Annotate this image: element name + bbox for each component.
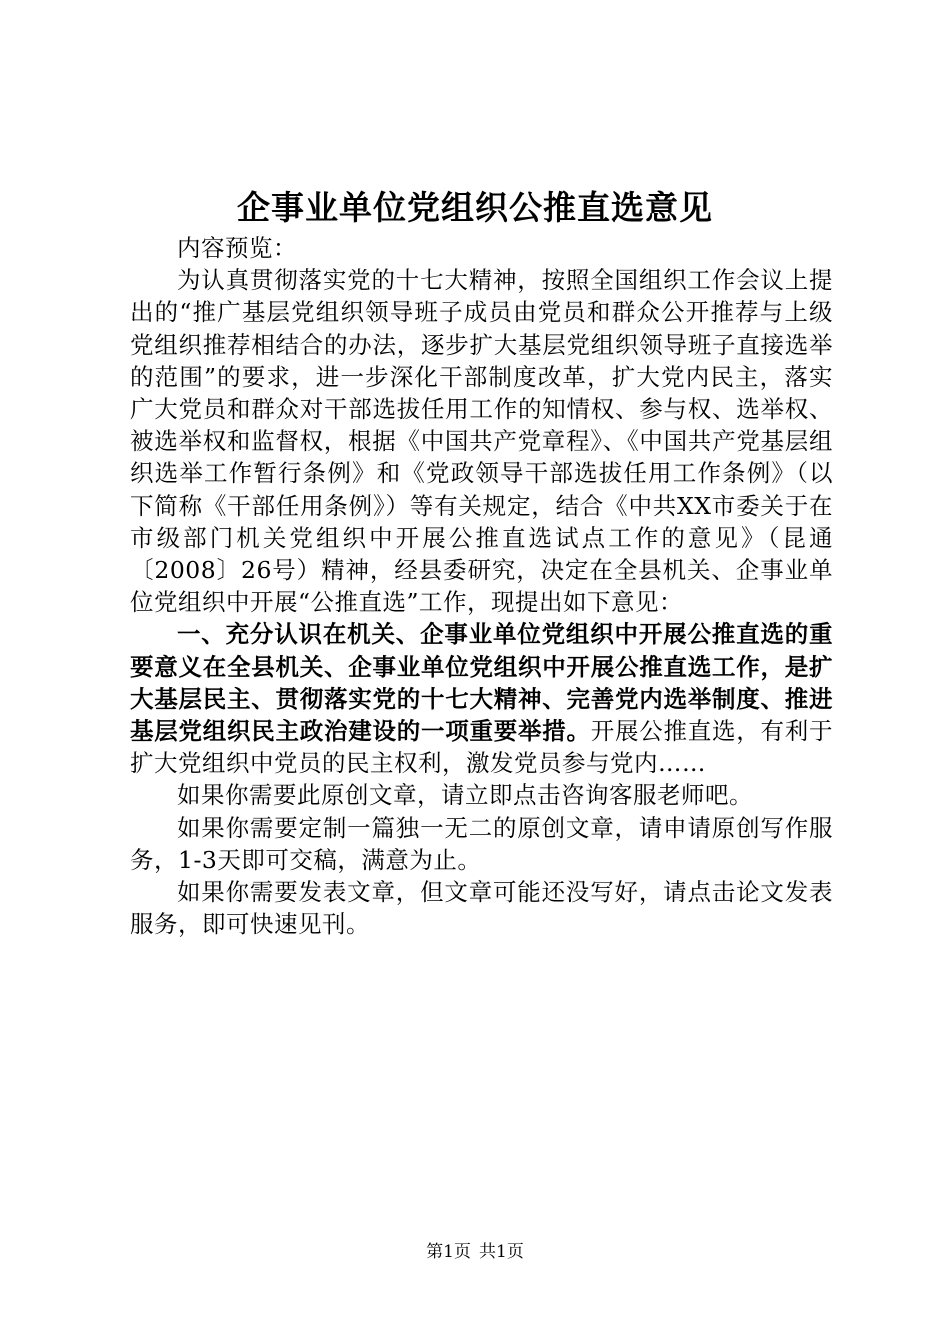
paragraph-intro: 为认真贯彻落实党的十七大精神，按照全国组织工作会议上提出的“推广基层党组织领导班子成员由党员和群众公开推荐与上级党组织推荐相结合的办法，逐步扩大基层党组织领导班子直接选举的范围”的要求，进一步深化干部制度改革，扩大党内民主，落实广大党员和群众对干部选拔任用工作的知情权、参与权、选举权、被选举权和监督权，根据《中国共产党章程》、《中国共产党基层组织选举工作暂行条例》和《党政领导干部选拔任用工作条例》（以下简称《干部任用条例》）等有关规定，结合《中共XX市委关于在市级部门机关党组织中开展公推直选试点工作的意见》（昆通〔2008〕26号）精神，经县委研究，决定在全县机关、企事业单位党组织中开展“公推直选”工作，现提出如下意见：	[130, 266, 833, 617]
page-total: 共1页	[479, 1242, 524, 1262]
paragraph-custom-writing: 如果你需要定制一篇独一无二的原创文章，请申请原创写作服务，1-3天即可交稿，满意为止。	[130, 813, 833, 874]
paragraph-publishing: 如果你需要发表文章，但文章可能还没写好，请点击论文发表服务，即可快速见刊。	[130, 878, 833, 939]
document-body	[130, 232, 833, 940]
section-one-text: 开展公推直选，有利于扩大党组织中党员的民主权利，激发党员参与党内……	[130, 717, 833, 778]
page-number: 第1页	[426, 1242, 471, 1262]
paragraph-section-one	[130, 618, 833, 779]
preview-label: 内容预览：	[177, 234, 297, 262]
section-one-heading: 一、充分认识在机关、企事业单位党组织中开展公推直选的重要意义在全县机关、企事业单位党组织中开展公推直选工作，是扩大基层民主、贯彻落实党的十七大精神、完善党内选举制度、推进基层党组织民主政治建设的一项重要举措。	[130, 620, 833, 746]
paragraph-consult: 如果你需要此原创文章，请立即点击咨询客服老师吧。	[177, 781, 753, 810]
document-title: 企事业单位党组织公推直选意见	[237, 188, 713, 227]
page-footer	[0, 1240, 950, 1264]
